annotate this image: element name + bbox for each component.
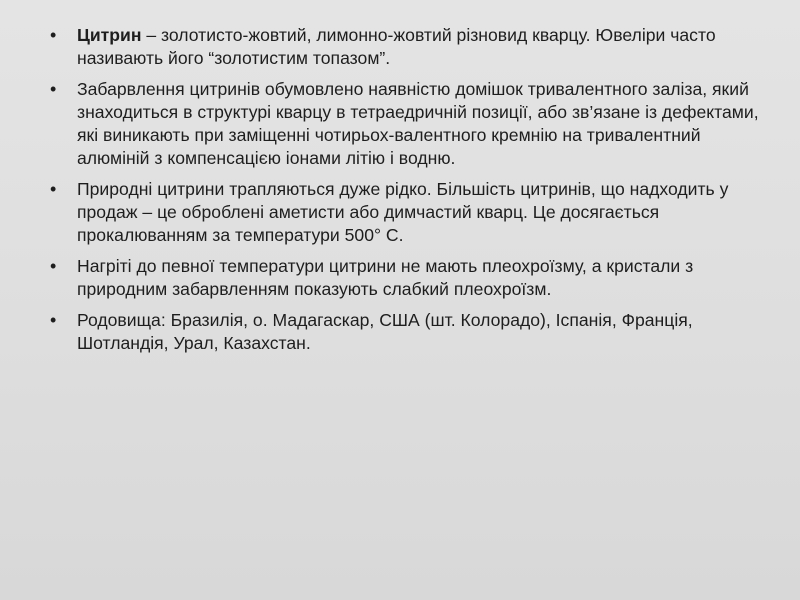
bullet-text: Природні цитрини трапляються дуже рідко. Більшість цитринів, що надходить у продаж – це оброблені аметисти або димчастий кварц. Це досягається прокалюванням за температури 500° С. xyxy=(77,179,729,245)
bullet-text: Родовища: Бразилія, о. Мадагаскар, США (шт. Колорадо), Іспанія, Франція, Шотландія, Урал, Казахстан. xyxy=(77,310,693,353)
bullet-text: Нагріті до певної температури цитрини не мають плеохроїзму, а кристали з природним забарвленням показують слабкий плеохроїзм. xyxy=(77,256,694,299)
bullet-text-body: – золотисто-жовтий, лимонно-жовтий різновид кварцу. Ювеліри часто називають його “золотистим топазом”. xyxy=(77,25,716,68)
bullet-marker: • xyxy=(50,179,57,199)
bullet-list xyxy=(50,24,770,363)
bullet-text xyxy=(77,25,716,68)
bullet-marker: • xyxy=(50,310,57,330)
bullet-marker: • xyxy=(50,25,57,45)
bullet-text: Забарвлення цитринів обумовлено наявністю домішок тривалентного заліза, який знаходиться в структурі кварцу в тетраедричній позиції, або зв’язане із дефектами, які виникають при заміщенні чотирьох-валентного кремнію на тривалентний алюміній з компенсацією іонами літію і водню. xyxy=(77,79,759,168)
bullet-item-natural-rarity xyxy=(50,178,770,247)
bullet-item-citrine-definition xyxy=(50,24,770,70)
bullet-marker: • xyxy=(50,79,57,99)
term-citrine: Цитрин xyxy=(77,25,142,45)
bullet-item-coloration xyxy=(50,78,770,170)
bullet-item-deposits xyxy=(50,309,770,355)
bullet-marker: • xyxy=(50,256,57,276)
bullet-item-pleochroism xyxy=(50,255,770,301)
